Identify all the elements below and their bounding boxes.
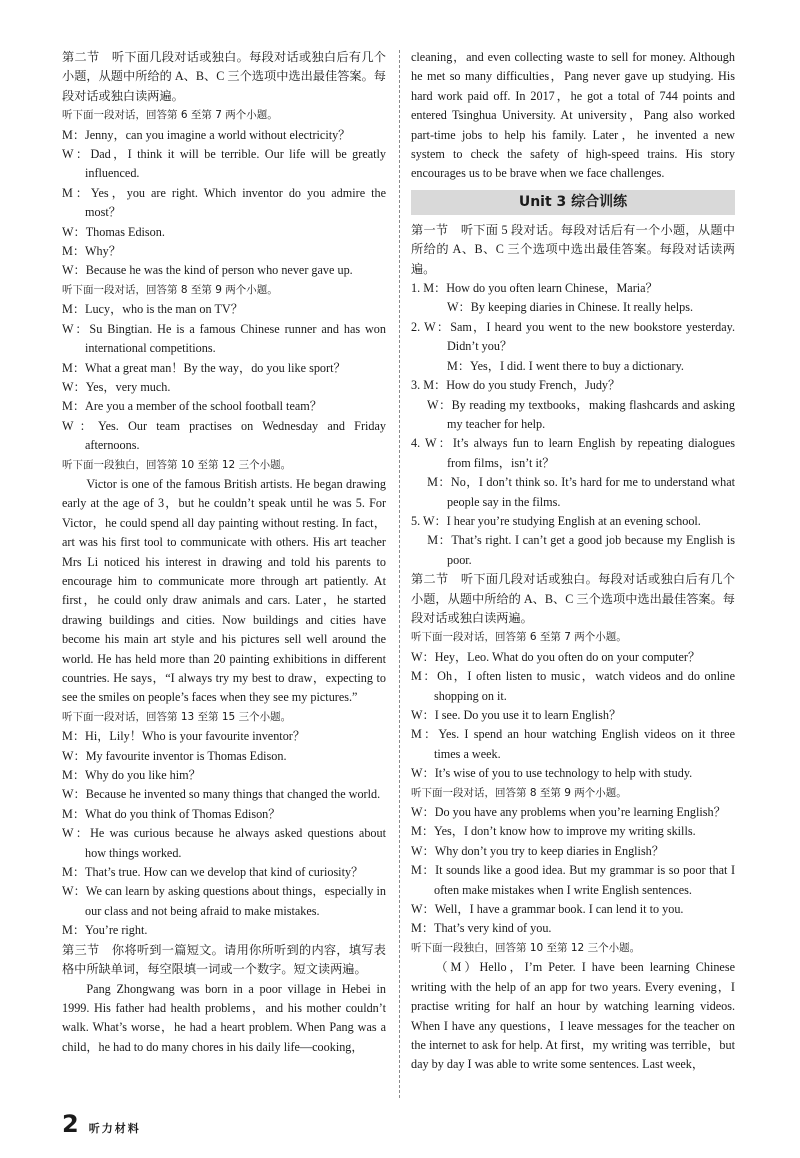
footer-label: 听力材料 [88,1122,141,1135]
dialogue-line: M：Oh，I often listen to music，watch videos and do online shopping on it. [411,669,735,703]
dialogue-line: W：My favourite inventor is Thomas Edison. [62,748,287,763]
left-column [62,48,386,1057]
dialogue-line: W：Why don’t you try to keep diaries in English？ [411,843,664,858]
passage-paragraph: Pang Zhongwang was born in a poor village in Hebei in 1999. His father had health problems，and his mother couldn’t walk. What’s worse，he had a heart problem. When Pang was a child，he had to do many chores in his daily life—cooking， [62,981,386,1054]
listening-note: 听下面一段对话，回答第 6 至第 7 两个小题。 [62,109,278,122]
listening-note: 听下面一段对话，回答第 6 至第 7 两个小题。 [411,631,627,644]
dialogue-line: W：Dad，I think it will be terrible. Our life will be greatly influenced. [62,147,386,181]
numbered-dialogue-line: 2. W：Sam，I heard you went to the new bookstore yesterday. Didn’t you？ [411,319,735,354]
dialogue-line: M：Are you a member of the school football team？ [62,399,322,414]
numbered-dialogue-line: 4. W：It’s always fun to learn English by repeating dialogues from films，isn’t it？ [411,436,735,470]
listening-note: 听下面一段对话，回答第 13 至第 15 三个小题。 [62,710,292,723]
dialogue-line: W：We can learn by asking questions about things，especially in our class and not being afraid to make mistakes. [62,884,386,918]
section-instruction: 第一节 听下面 5 段对话。每段对话后有一个小题，从题中所给的 A、B、C 三个选项中选出最佳答案。每段对话读两遍。 [411,222,735,276]
right-column-top [411,48,735,184]
dialogue-line: M：Yes. I spend an hour watching English videos on it three times a week. [411,727,735,761]
dialogue-continuation: W：By keeping diaries in Chinese. It really helps. [447,300,694,315]
dialogue-line: W：Because he invented so many things that changed the world. [62,787,381,802]
passage-paragraph: Victor is one of the famous British artists. He began drawing early at the age of 3，but he couldn’t speak until he was 5. For Victor，he could spend all day painting without resting. In fact，art was his first tool to communicate with others. His art teacher Mrs Li noticed his interest in drawing and told his parents to encourage him to communicate more through art patiently. At first，he could only draw animals and cars. Later，he started drawing buildings and cities. Now buildings and cities have become his main art style and his pictures sell well around the world. He has held more than 20 painting exhibitions in different countries. He says，“I always try my best to draw，expecting to see the smiles on people’s faces when they see my pictures.” [62,476,386,705]
dialogue-line: W：Yes. Our team practises on Wednesday and Friday afternoons. [62,418,386,453]
dialogue-line: M：You’re right. [62,923,148,938]
dialogue-line: W：Well，I have a grammar book. I can lend it to you. [411,902,684,917]
dialogue-line: M：Yes，I don’t know how to improve my writing skills. [411,824,696,839]
numbered-dialogue-line: M：That’s right. I can’t get a good job because my English is poor. [411,533,735,567]
dialogue-line: W：I see. Do you use it to learn English？ [411,708,622,722]
section-instruction: 第三节 你将听到一篇短文。请用你所听到的内容，填写表格中所缺单词，每空限填一词或一个数字。短文读两遍。 [62,942,386,977]
page-footer [62,1110,141,1138]
dialogue-line: W：He was curious because he always asked questions about how things worked. [62,826,386,860]
section-instruction: 第二节 听下面几段对话或独白。每段对话或独白后有几个小题，从题中所给的 A、B、C 三个选项中选出最佳答案。每段对话或独白读两遍。 [62,50,386,103]
right-column [411,48,735,1075]
unit-title-banner: Unit 3 综合训练 [411,190,735,215]
dialogue-line: W：Hey，Leo. What do you often do on your computer？ [411,649,701,664]
dialogue-line: M：Hi，Lily！Who is your favourite inventor？ [62,729,306,744]
numbered-dialogue-line: 1. M：How do you often learn Chinese，Maria？ [411,281,658,296]
dialogue-line: M：It sounds like a good idea. But my grammar is so poor that I often make mistakes when I write English sentences. [411,863,735,897]
dialogue-line: M：Why？ [62,244,121,259]
column-divider [399,50,400,1098]
dialogue-line: M：What a great man！By the way，do you like sport？ [62,360,346,375]
page-number: 2 [62,1110,79,1138]
numbered-dialogue-line: 3. M：How do you study French，Judy？ [411,378,621,393]
dialogue-line: M：Yes，you are right. Which inventor do you admire the most？ [62,185,386,220]
listening-note: 听下面一段独白，回答第 10 至第 12 三个小题。 [62,458,292,471]
dialogue-line: W：Thomas Edison. [62,224,165,239]
numbered-dialogue-line: W：By reading my textbooks，making flashcards and asking my teacher for help. [411,397,735,431]
dialogue-line: M：What do you think of Thomas Edison？ [62,806,281,821]
dialogue-line: M：Why do you like him？ [62,768,201,783]
dialogue-line: M：Lucy，who is the man on TV？ [62,302,243,317]
listening-note: 听下面一段对话，回答第 8 至第 9 两个小题。 [411,786,627,799]
right-column-bottom [411,221,735,1075]
dialogue-line: M：That’s true. How can we develop that kind of curiosity？ [62,865,364,880]
passage-paragraph: cleaning，and even collecting waste to sell for money. Although he met so many difficulties，Pang never gave up studying. His hard work paid off. In 2017，he got a total of 744 points and entered Tsinghua University. At university，Pang also worked part-time jobs to help his family. Later，he invented a new system to check the safety of high-speed trains. His story encourages us to be brave when we face challenges. [411,50,735,181]
listening-note: 听下面一段独白，回答第 10 至第 12 三个小题。 [411,941,641,954]
dialogue-line: M：That’s very kind of you. [411,921,552,936]
numbered-dialogue-line: 5. W：I hear you’re studying English at an evening school. [411,513,701,528]
dialogue-line: W：It’s wise of you to use technology to help with study. [411,766,693,781]
dialogue-line: W：Yes，very much. [62,379,171,394]
passage-paragraph: （M）Hello，I’m Peter. I have been learning Chinese writing with the help of an app for two years. Every evening，I practise writing for half an hour by watching learning videos. When I have any questions，I leave messages for the teacher on the internet to ask for help. At first，my writing was terrible，but day by day I was able to write some sentences. Last week， [411,960,735,1072]
numbered-dialogue-line: M：No，I don’t think so. It’s hard for me to understand what people say in the films. [411,475,735,509]
dialogue-line: M：Jenny，can you imagine a world without electricity？ [62,127,351,142]
dialogue-line: W：Because he was the kind of person who never gave up. [62,263,353,278]
listening-note: 听下面一段对话，回答第 8 至第 9 两个小题。 [62,283,278,296]
dialogue-line: W：Su Bingtian. He is a famous Chinese runner and has won international competitions. [62,321,386,356]
dialogue-line: W：Do you have any problems when you’re learning English？ [411,805,726,820]
dialogue-continuation: M：Yes，I did. I went there to buy a dictionary. [447,358,684,373]
section-instruction: 第二节 听下面几段对话或独白。每段对话或独白后有几个小题，从题中所给的 A、B、C 三个选项中选出最佳答案。每段对话或独白读两遍。 [411,572,735,625]
